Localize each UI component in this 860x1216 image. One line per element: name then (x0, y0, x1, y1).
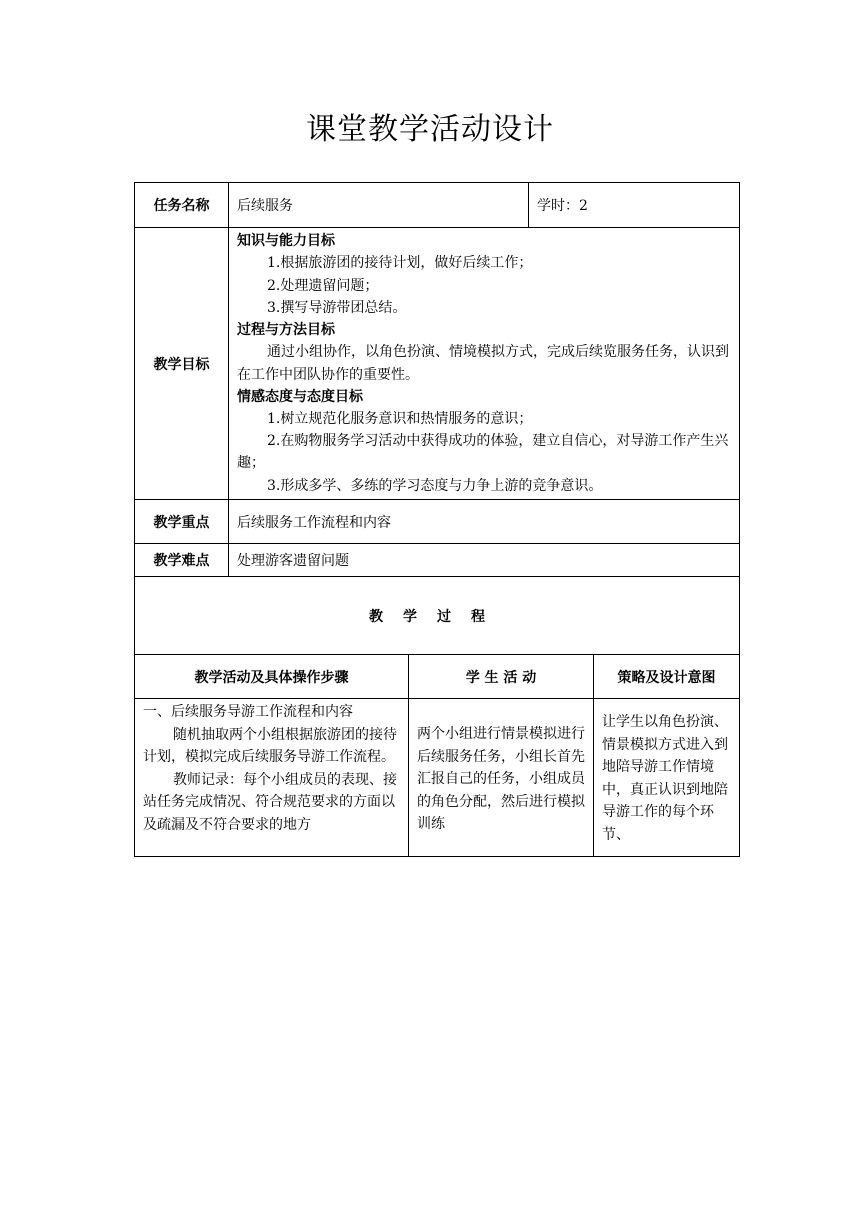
teaching-process-table (134, 654, 740, 857)
activity-column-header: 教学活动及具体操作步骤 (135, 655, 409, 699)
difficulty-value: 处理游客遗留问题 (229, 544, 740, 577)
task-name-label: 任务名称 (135, 183, 229, 228)
strategy-cell (594, 699, 740, 857)
knowledge-goal-item: 2.处理遗留问题； (267, 277, 379, 294)
attitude-goal-item: 1.树立规范化服务意识和热情服务的意识； (267, 410, 533, 427)
student-activity-cell (409, 699, 594, 857)
page-title: 课堂教学活动设计 (306, 112, 554, 147)
teaching-goals-label: 教学目标 (135, 228, 229, 500)
knowledge-goal-heading: 知识与能力目标 (237, 233, 335, 250)
teaching-process-title: 教学过程 (135, 577, 740, 655)
attitude-goal-item: 3.形成多学、多练的学习态度与力争上游的竞争意识。 (267, 477, 603, 494)
activity-heading: 一、后续服务导游工作流程和内容 (143, 704, 353, 720)
student-column-header: 学 生 活 动 (409, 655, 594, 699)
key-point-value: 后续服务工作流程和内容 (229, 500, 740, 544)
attitude-goal-heading: 情感态度与态度目标 (237, 388, 363, 405)
key-point-label: 教学重点 (135, 500, 229, 544)
teacher-record-paragraph: 教师记录：每个小组成员的表现、接站任务完成情况、符合规范要求的方面以及疏漏及不符合要求的地方 (143, 771, 397, 833)
difficulty-label: 教学难点 (135, 544, 229, 577)
student-activity-text: 两个小组进行情景模拟进行后续服务任务，小组长首先汇报自己的任务，小组成员的角色分配，然后进行模拟训练 (417, 726, 585, 832)
process-goal-heading: 过程与方法目标 (237, 322, 335, 339)
class-hours: 学时：2 (529, 183, 740, 228)
activity-cell (135, 699, 409, 857)
attitude-goal-item: 2.在购物服务学习活动中获得成功的体验，建立自信心，对导游工作产生兴趣； (237, 433, 729, 472)
lesson-info-table (134, 182, 740, 655)
strategy-column-header: 策略及设计意图 (594, 655, 740, 699)
knowledge-goal-item: 3.撰写导游带团总结。 (267, 299, 407, 316)
strategy-text: 让学生以角色扮演、情景模拟方式进入到地陪导游工作情境中，真正认识到地陪导游工作的每个环节、 (602, 714, 728, 843)
activity-paragraph: 随机抽取两个小组根据旅游团的接待计划，模拟完成后续服务导游工作流程。 (143, 726, 397, 765)
knowledge-goal-item: 1.根据旅游团的接待计划，做好后续工作； (267, 255, 533, 272)
process-goal-text: 通过小组协作，以角色扮演、情境模拟方式，完成后续览服务任务，认识到在工作中团队协作的重要性。 (237, 344, 729, 383)
teaching-goals-content (229, 228, 740, 500)
task-name-value: 后续服务 (229, 183, 529, 228)
